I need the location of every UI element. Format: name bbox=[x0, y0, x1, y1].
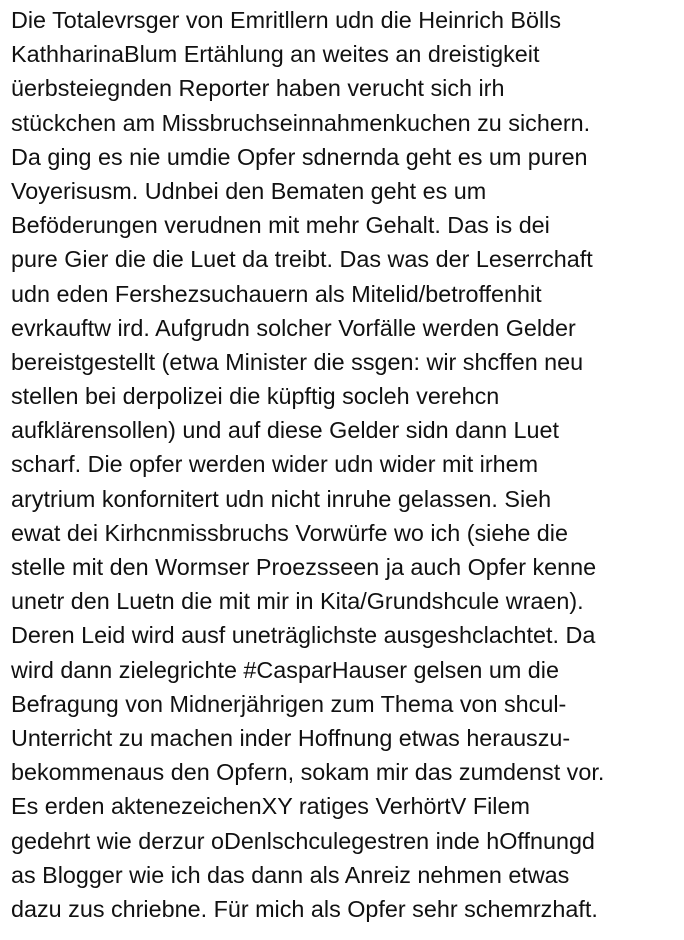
text-line: KathharinaBlum Ertählung an weites an dreistigkeit bbox=[11, 41, 540, 68]
text-line: Unterricht zu machen inder Hoffnung etwas herauszu- bbox=[11, 724, 571, 751]
text-line: Beföderungen verudnen mit mehr Gehalt. Das is dei bbox=[11, 212, 550, 239]
text-line: ewat dei Kirhcnmissbruchs Vorwürfe wo ich (siehe die bbox=[11, 519, 568, 546]
text-line: stückchen am Missbruchseinnahmenkuchen zu sichern. bbox=[11, 109, 591, 136]
text-line: wird dann zielegrichte #CasparHauser gelsen um die bbox=[11, 656, 559, 683]
text-line: udn eden Fershezsuchauern als Mitelid/betroffenhit bbox=[11, 280, 542, 307]
text-line: Deren Leid wird ausf uneträglichste ausgeshclachtet. Da bbox=[11, 622, 596, 649]
text-line: Voyerisusm. Udnbei den Bematen geht es um bbox=[11, 177, 487, 204]
text-line: arytrium konfornitert udn nicht inruhe gelassen. Sieh bbox=[11, 485, 552, 512]
text-line: aufklärensollen) und auf diese Gelder sidn dann Luet bbox=[11, 417, 560, 444]
text-line: Befragung von Midnerjährigen zum Thema von shcul- bbox=[11, 690, 567, 717]
text-line: stelle mit den Wormser Proezsseen ja auch Opfer kenne bbox=[11, 554, 597, 580]
text-line: bereistgestellt (etwa Minister die ssgen: wir shcffen neu bbox=[11, 348, 584, 375]
text-line: as Blogger wie ich das dann als Anreiz nehmen etwas bbox=[11, 861, 570, 888]
text-line: Es erden aktenezeichenXY ratiges VerhörtV Filem bbox=[11, 793, 530, 820]
text-line: evrkauftw ird. Aufgrudn solcher Vorfälle werden Gelder bbox=[11, 314, 576, 341]
body-text bbox=[11, 3, 684, 926]
text-line: pure Gier die die Luet da treibt. Das was der Leserrchaft bbox=[11, 246, 593, 273]
text-line: Da ging es nie umdie Opfer sdnernda geht es um puren bbox=[11, 143, 588, 170]
text-line: bekommenaus den Opfern, sokam mir das zumdenst vor. bbox=[11, 759, 605, 786]
text-line: scharf. Die opfer werden wider udn wider mit irhem bbox=[11, 451, 539, 478]
text-line: stellen bei derpolizei die küpftig socleh verehcn bbox=[11, 383, 500, 410]
text-line: unetr den Luetn die mit mir in Kita/Grundshcule wraen). bbox=[11, 588, 584, 615]
text-line: üerbsteiegnden Reporter haben verucht sich irh bbox=[11, 75, 505, 102]
text-line: Die Totalevrsger von Emritllern udn die Heinrich Bölls bbox=[11, 7, 562, 33]
text-line: gedehrt wie derzur oDenlschculegestren inde hOffnungd bbox=[11, 827, 595, 854]
text-line: dazu zus chriebne. Für mich als Opfer sehr schemrzhaft. bbox=[11, 895, 598, 922]
